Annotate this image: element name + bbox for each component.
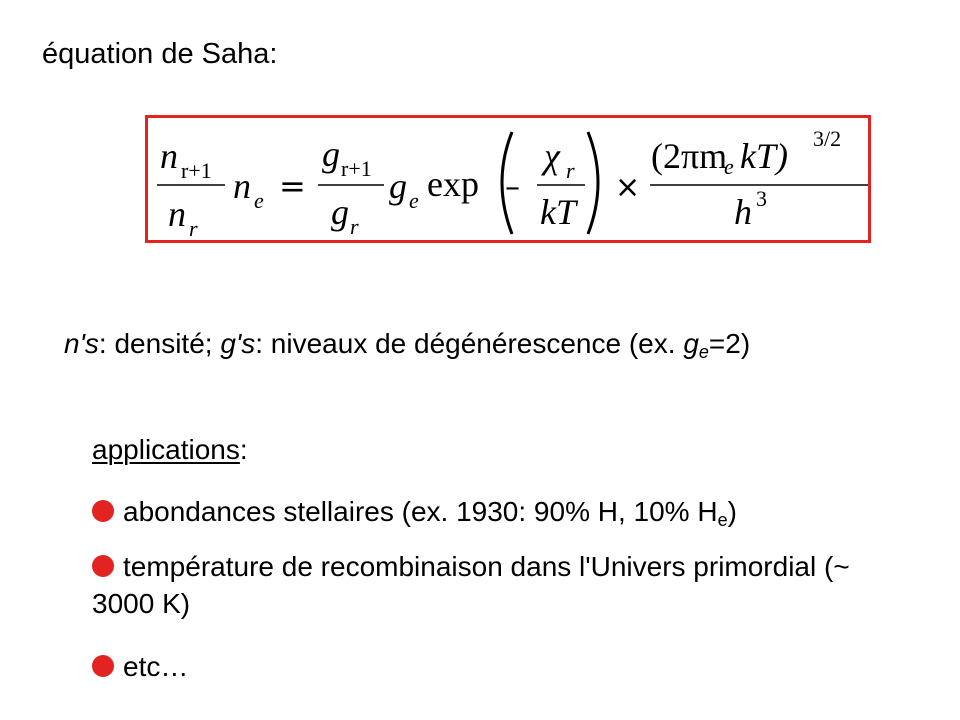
g-s-label: g's (220, 328, 256, 359)
eq-h: h (734, 192, 752, 232)
eq-num-sub-e: e (724, 154, 734, 179)
applications-heading: applications: (92, 434, 248, 465)
eq-n-e-sub: e (254, 188, 264, 213)
saha-equation-box (145, 115, 871, 243)
bullet-icon (92, 555, 114, 577)
eq-chi-sub: r (566, 158, 575, 183)
eq-times: × (615, 170, 641, 205)
eq-n-r-sub: r (189, 216, 198, 241)
eq-h-exp: 3 (756, 186, 767, 211)
eq-g-e-sub: e (409, 188, 419, 213)
variables-description: n's: densité; g's: niveaux de dégénérescence (ex. $g_e=2$) (64, 328, 751, 362)
eq-right-paren (588, 132, 598, 234)
bullet-icon (92, 500, 114, 522)
eq-exponent: 3/2 (813, 126, 842, 151)
eq-chi: χ (544, 136, 560, 176)
eq-n-e: n (233, 166, 251, 206)
eq-n-r1: n (160, 136, 178, 176)
eq-g-r: g (331, 192, 349, 232)
eq-kt: kT (540, 192, 576, 232)
list-item: abondances stellaires (ex. 1930: 90% H, 10% $H_e$) (92, 493, 872, 530)
eq-minus: – (505, 170, 520, 205)
list-item: température de recombinaison dans l'Univers primordial (~ 3000 K) (92, 551, 850, 619)
list-item: etc… (92, 648, 872, 685)
saha-equation (148, 118, 874, 246)
eq-exp: exp (427, 164, 479, 204)
eq-n-r1-sub: r+1 (181, 158, 212, 183)
eq-g-e: g (389, 166, 407, 206)
bullet-icon (92, 655, 114, 677)
eq-g-r-sub: r (350, 214, 359, 239)
eq-g-r1: g (322, 134, 340, 174)
eq-num-kt: kT) (740, 136, 788, 176)
g-e-symbol: g (683, 328, 699, 359)
n-s-label: n's (64, 328, 99, 359)
eq-numerator: (2πm (651, 136, 728, 176)
eq-n-r: n (168, 194, 186, 234)
eq-equals: = (279, 167, 306, 205)
page-title: équation de Saha: (42, 38, 278, 70)
eq-g-r1-sub: r+1 (341, 156, 372, 181)
